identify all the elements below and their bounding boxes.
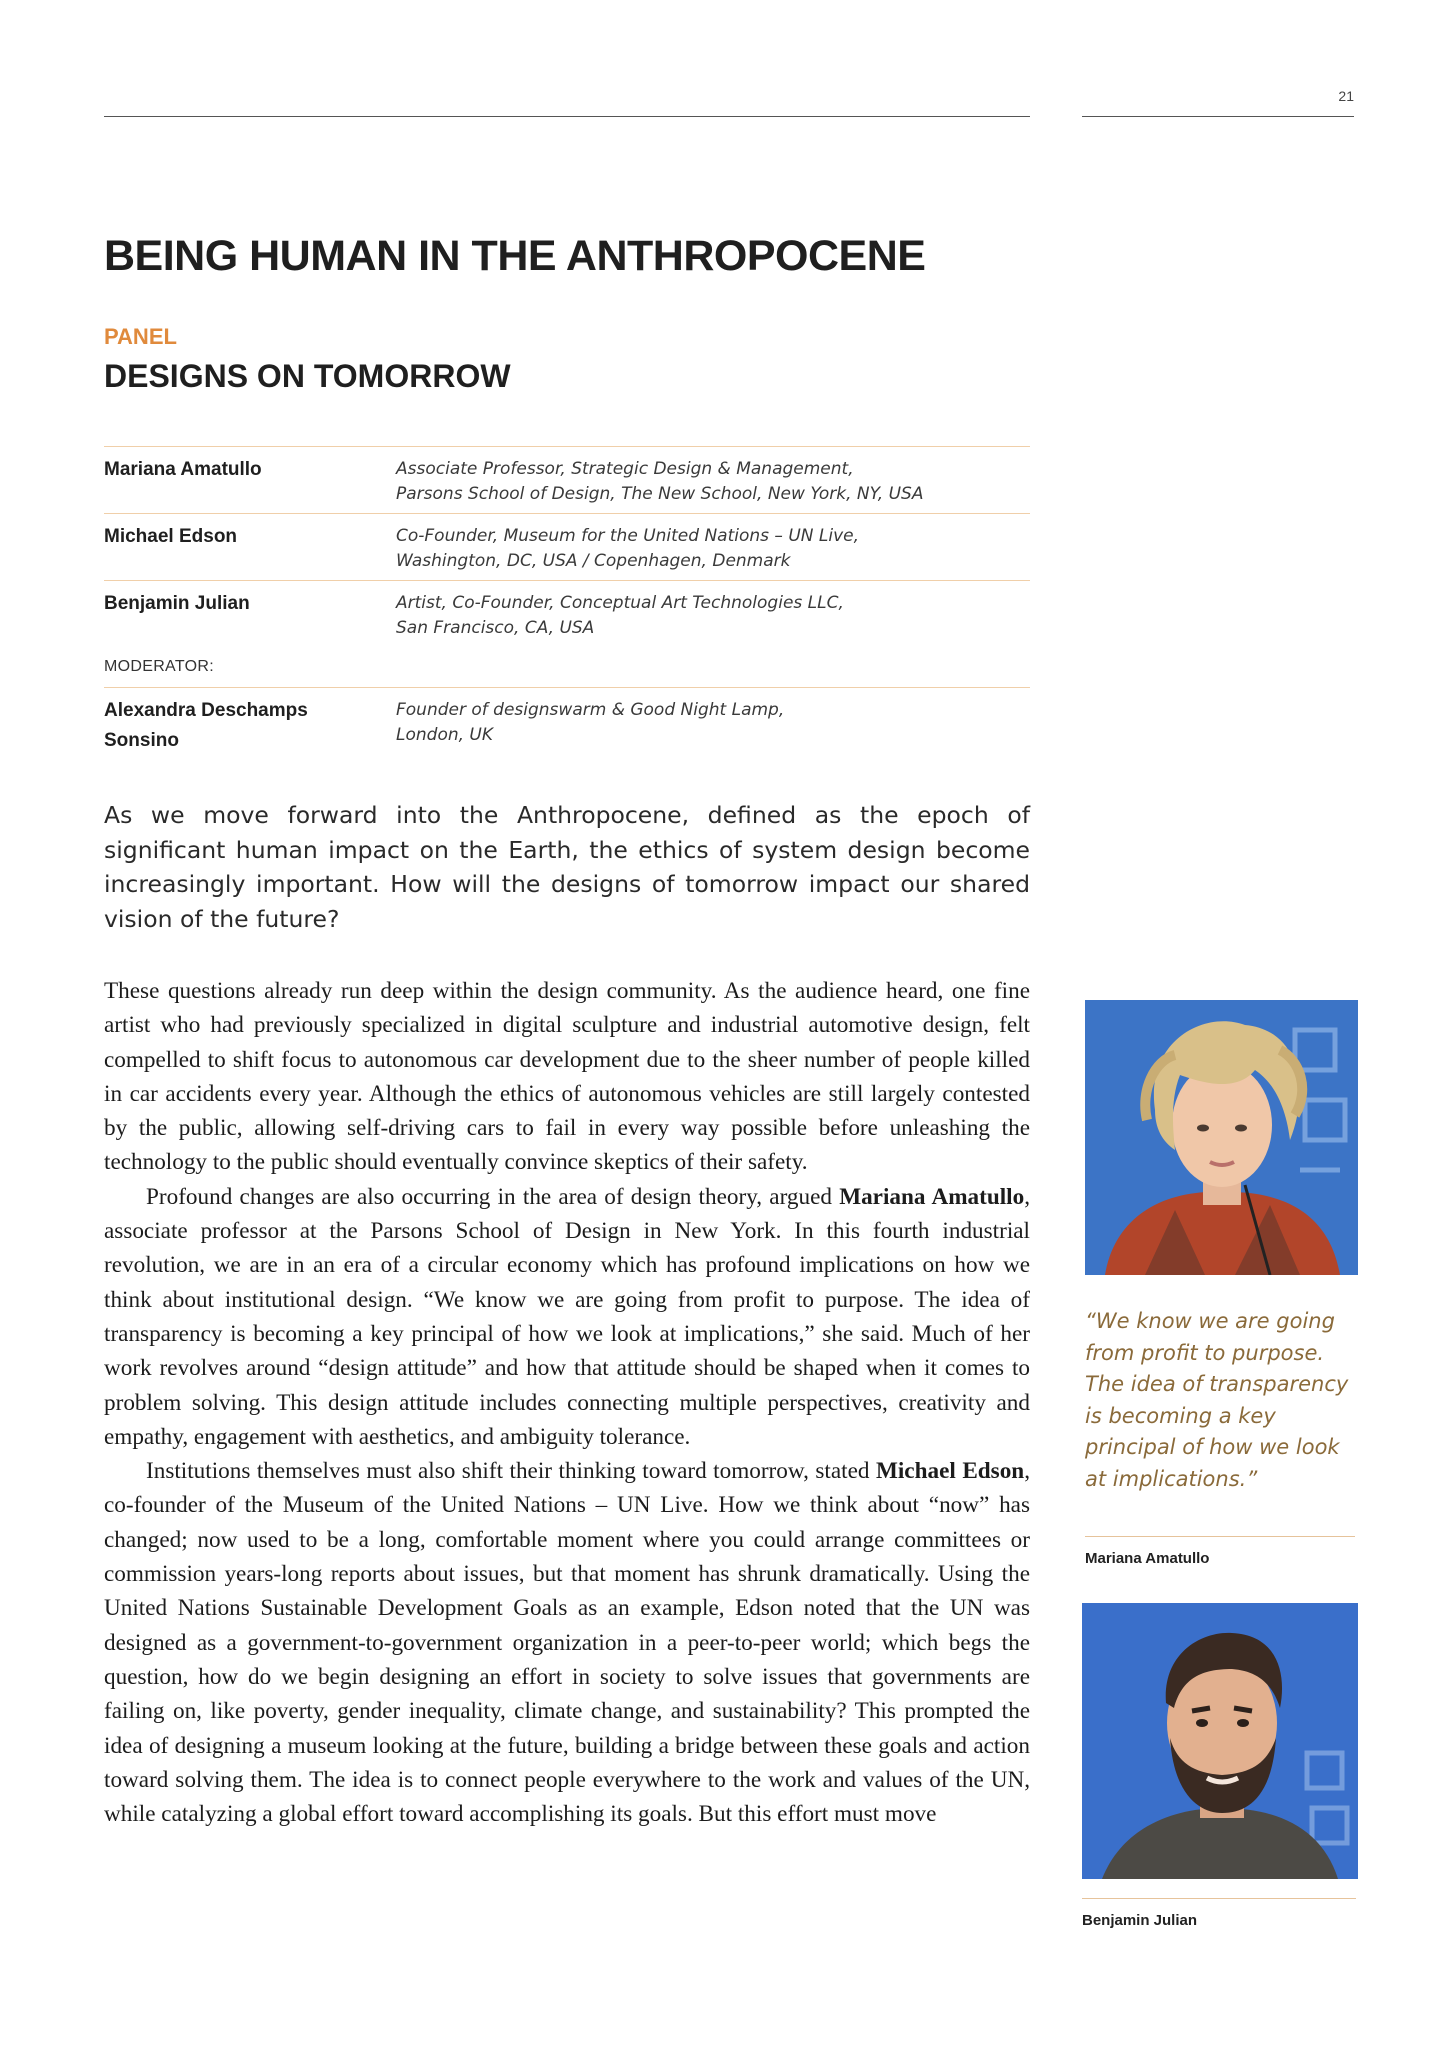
body-text-run: , associate professor at the Parsons School of Design in New York. In this fourth industrial revolution, we are in an era of a circular economy which has profound implications on how we think about institutional design. “We know we are going from profit to purpose. The idea of transparency is becoming a key principal of how we look at implications,” she said. Much of her work revolves around “design attitude” and how that attitude should be shaped when it comes to problem solving. This design attitude includes connecting multiple perspectives, creativity and empathy, engagement with aesthetics, and ambiguity tolerance.: [104, 1183, 1030, 1450]
portrait-illustration: [1082, 1603, 1358, 1879]
affiliation-line: San Francisco, CA, USA: [396, 618, 595, 638]
speaker-photo-amatullo: [1085, 1000, 1358, 1275]
header-rule-side: [1082, 116, 1354, 117]
body-text-run: Institutions themselves must also shift their thinking toward tomorrow, stated: [146, 1458, 876, 1485]
page-number: 21: [1338, 88, 1354, 104]
moderator-label: MODERATOR:: [104, 658, 214, 675]
participant-name: Michael Edson: [104, 526, 238, 547]
affiliation-line: Founder of designswarm & Good Night Lamp,: [396, 700, 785, 720]
affiliation-line: Artist, Co-Founder, Conceptual Art Technologies LLC,: [396, 593, 844, 613]
moderator-name: [104, 696, 374, 756]
participant-row: [104, 446, 1030, 513]
affiliation-line: Parsons School of Design, The New School, New York, NY, USA: [396, 484, 924, 504]
speaker-photo-julian: [1082, 1603, 1358, 1879]
moderator-name-line: Sonsino: [104, 730, 179, 751]
portrait-illustration: [1085, 1000, 1358, 1275]
caption-rule: [1085, 1536, 1355, 1537]
pull-quote: “We know we are going from profit to purpose. The idea of transparency is becoming a key principal of how we look at implications.”: [1085, 1309, 1349, 1491]
body-text-run: Profound changes are also occurring in the area of design theory, argued: [146, 1183, 840, 1210]
participant-affiliation: [396, 524, 1026, 574]
participant-affiliation: [396, 457, 1026, 507]
affiliation-line: Co-Founder, Museum for the United Nations – UN Live,: [396, 526, 860, 546]
moderator-row: [104, 687, 1030, 768]
panel-label: PANEL: [104, 324, 177, 349]
photo-caption: Mariana Amatullo: [1085, 1550, 1210, 1567]
participants-table: [104, 446, 1030, 768]
affiliation-line: Washington, DC, USA / Copenhagen, Denmark: [396, 551, 791, 571]
body-paragraph: [104, 1454, 1030, 1831]
photo-caption: Benjamin Julian: [1082, 1912, 1198, 1929]
participant-affiliation: [396, 591, 1026, 641]
caption-rule: [1082, 1898, 1356, 1899]
participant-name: Mariana Amatullo: [104, 459, 262, 480]
moderator-affiliation: [396, 698, 1026, 748]
page-title: BEING HUMAN IN THE ANTHROPOCENE: [104, 232, 926, 280]
speaker-name: Michael Edson: [875, 1458, 1025, 1485]
intro-paragraph: As we move forward into the Anthropocene, defined as the epoch of significant human impact on the Earth, the ethics of system design become increasingly important. How will the designs of tomorrow impact our shared vision of the future?: [104, 801, 1030, 933]
header-rule: [104, 116, 1030, 117]
body-text-run: , co-founder of the Museum of the United Nations – UN Live. How we think about “now” has changed; now used to be a long, comfortable moment where you could arrange committees or commission years-long reports about issues, but that moment has shrunk dramatically. Using the United Nations Sustainable Development Goals as an example, Edson noted that the UN was designed as a government-to-government organization in a peer-to-peer world; which begs the question, how do we begin designing an effort in society to solve issues that governments are failing on, like poverty, gender inequality, climate change, and sustainability? This prompted the idea of designing a museum looking at the future, building a bridge between these goals and action toward solving them. The idea is to connect people everywhere to the work and values of the UN, while catalyzing a global effort toward accomplishing its goals. But this effort must move: [104, 1458, 1030, 1828]
body-paragraph: These questions already run deep within the design community. As the audience heard, one fine artist who had previously specialized in digital sculpture and industrial automotive design, felt compelled to shift focus to autonomous car development due to the sheer number of people killed in car accidents every year. Although the ethics of autonomous vehicles are still largely contested by the public, allowing self-driving cars to fail in every way possible before unleashing the technology to the public should eventually convince skeptics of their safety.: [104, 978, 1030, 1176]
article-body: [104, 974, 1030, 1831]
body-paragraph: [104, 1180, 1030, 1454]
moderator-name-line: Alexandra Deschamps: [104, 700, 308, 721]
affiliation-line: Associate Professor, Strategic Design & Management,: [396, 459, 854, 479]
panel-title: DESIGNS ON TOMORROW: [104, 358, 511, 394]
participant-row: [104, 580, 1030, 647]
participant-row: [104, 513, 1030, 580]
speaker-name: Mariana Amatullo: [839, 1183, 1025, 1210]
affiliation-line: London, UK: [396, 725, 494, 745]
participant-name: Benjamin Julian: [104, 593, 250, 614]
